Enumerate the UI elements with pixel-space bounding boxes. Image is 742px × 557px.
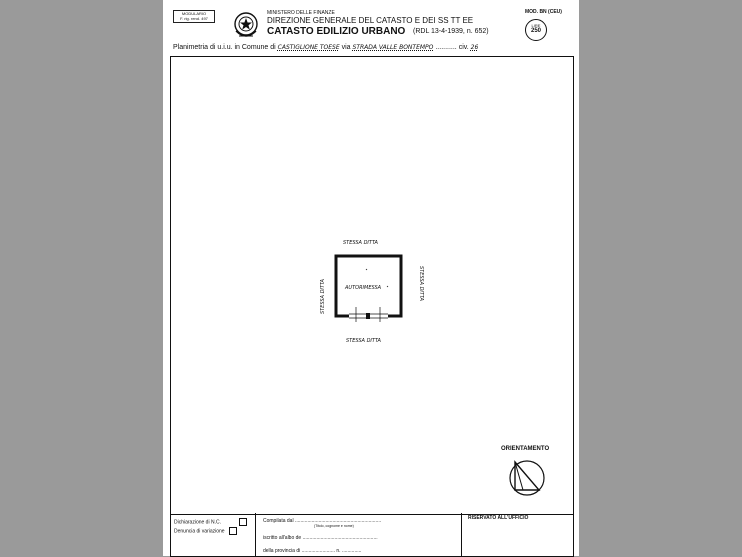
denuncia-row	[174, 527, 237, 535]
n-label: n.	[336, 548, 341, 554]
lire-label: LIRE	[531, 23, 541, 28]
compilata-hint: (Titolo, cognome e nome)	[314, 524, 354, 528]
denuncia-label: Denuncia di variazione	[174, 528, 225, 535]
stamp-badge	[525, 19, 547, 41]
iscritto-row: iscritto all'albo de ......................................................	[263, 535, 378, 541]
via-label: via	[341, 44, 351, 51]
denuncia-checkbox[interactable]	[229, 527, 237, 535]
plan-left-label: STESSA DITTA	[320, 279, 326, 314]
north-arrow-icon	[501, 456, 553, 498]
dichiarazione-checkbox[interactable]	[239, 518, 247, 526]
planimetria-prefix: Planimetria di u.i.u. in Comune di	[173, 44, 276, 51]
direction-name: DIREZIONE GENERALE DEL CATASTO E DEI SS TT EE	[267, 16, 474, 25]
modulario-box	[173, 10, 215, 23]
via-value: STRADA VALLE BONTEMPO	[352, 44, 434, 51]
plan-bottom-label: STESSA DITTA	[346, 338, 381, 344]
provincia-label: della provincia di	[263, 548, 301, 554]
iscritto-label: iscritto all'albo de	[263, 535, 302, 541]
cadastral-sheet	[163, 0, 579, 556]
compilata-row: Compilata dal ..............................................................	[263, 518, 382, 524]
footer-box	[170, 513, 574, 557]
compilata-label: Compilata dal	[263, 518, 294, 524]
plan-right-label: STESSA DITTA	[418, 266, 424, 301]
document-law-reference: (RDL 13-4-1939, n. 652)	[413, 28, 489, 35]
document-title: CATASTO EDILIZIO URBANO	[267, 26, 406, 37]
model-code: MOD. BN (CEU)	[525, 9, 562, 15]
dichiarazione-label: Dichiarazione di N.C.	[174, 519, 221, 526]
plan-room-label: AUTORIMESSA	[345, 285, 382, 291]
footer-divider-1	[255, 513, 256, 556]
dichiarazione-row	[174, 518, 247, 526]
civ-label: civ.	[458, 44, 469, 51]
comune-value: CASTIGLIONE TOESE	[277, 44, 340, 51]
italian-emblem-icon	[233, 11, 259, 39]
planimetria-line: Planimetria di u.i.u. in Comune di CASTIGLIONE TOESE via STRADA VALLE BONTEMPO ........... civ. 26	[173, 44, 479, 51]
lire-value: 250	[530, 28, 541, 34]
ministry-name: MINISTERO DELLE FINANZE	[267, 10, 335, 16]
civ-value: 26	[470, 44, 479, 51]
modulario-label: MODULARIO	[181, 11, 207, 16]
riservato-label: RISERVATO ALL'UFFICIO	[468, 515, 529, 521]
plan-top-label: STESSA DITTA	[343, 240, 378, 246]
provincia-row: della provincia di ........................ n. ..............	[263, 548, 362, 554]
footer-divider-2	[461, 513, 462, 556]
modulario-code: F. rig. rend. 497	[180, 16, 208, 21]
orientation-title: ORIENTAMENTO	[501, 446, 550, 452]
